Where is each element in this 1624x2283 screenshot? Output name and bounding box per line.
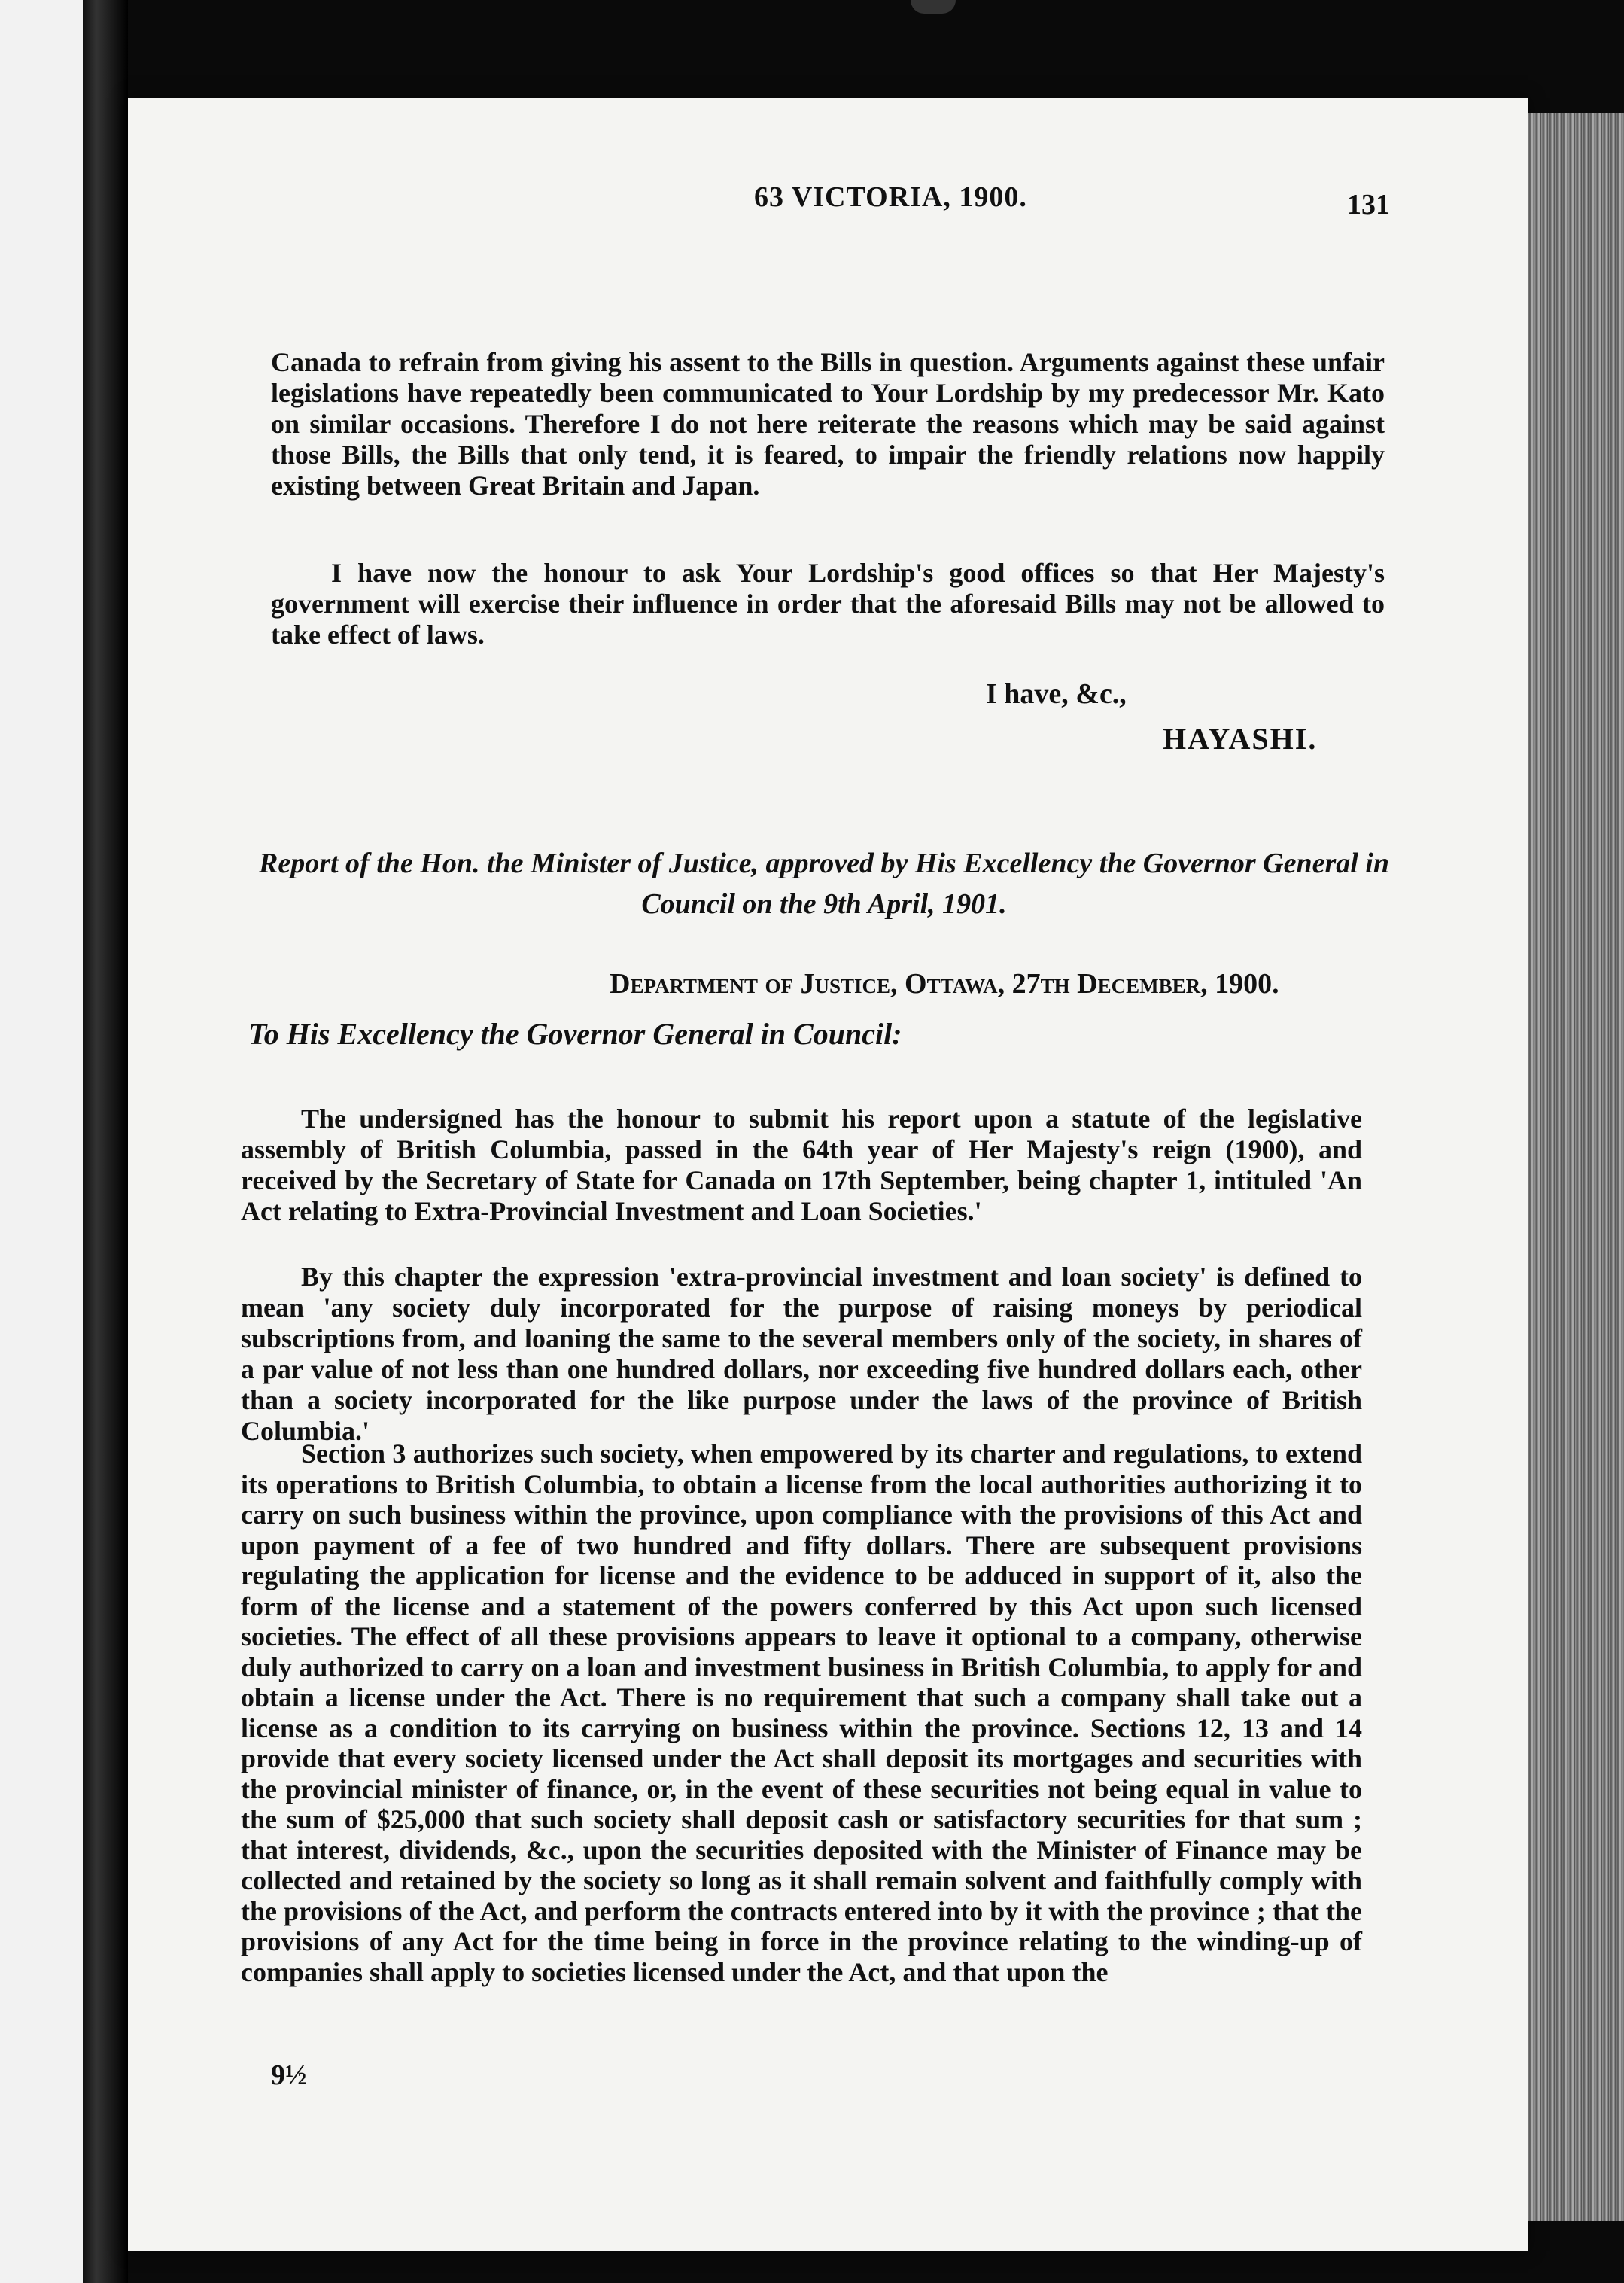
letter-closing: I have, &c., (986, 678, 1127, 710)
signature-folio: 9½ (271, 2059, 307, 2091)
running-head: 63 VICTORIA, 1900. (754, 181, 1027, 213)
book-binding (83, 0, 128, 2283)
scan-artifact (911, 0, 956, 14)
letter-paragraph-2: I have now the honour to ask Your Lordship's good offices so that Her Majesty's government will exercise their influence in order that the aforesaid Bills may not be allowed to take effect of laws. (271, 558, 1385, 650)
report-paragraph-3: Section 3 authorizes such society, when empowered by its charter and regulations, to extend its operations to British Columbia, to obtain a license from the local authorities authorizing it to carry on such business within the province, upon compliance with the provisions of this Act and upon payment of a fee of two hundred and fifty dollars. There are subsequent provisions regulating the application for license and the evidence to be adduced in support of it, also the form of the license and a statement of the powers conferred by this Act upon such licensed societies. The effect of all these provisions appears to leave it optional to a company, otherwise duly authorized to carry on a loan and investment business in British Columbia, to apply for and obtain a license under the Act. There is no requirement that such a company shall take out a license as a condition to its carrying on business within the province. Sections 12, 13 and 14 provide that every society licensed under the Act shall deposit its mortgages and securities with the provincial minister of finance, or, in the event of these securities not being equal in value to the sum of $25,000 that such society shall deposit cash or satisfactory securities for that sum ; that interest, dividends, &c., upon the securities deposited with the Minister of Finance may be collected and retained by the society so long as it shall remain solvent and faithfully comply with the provisions of the Act, and perform the contracts entered into by it with the province ; that the provisions of any Act for the time being in force in the province relating to the winding-up of companies shall apply to societies licensed under the Act, and that upon the (241, 1438, 1362, 1987)
page-number: 131 (1347, 189, 1390, 221)
report-addressee: To His Excellency the Governor General in Council: (248, 1017, 902, 1051)
facing-page-edge (0, 0, 83, 2283)
letter-paragraph-1: Canada to refrain from giving his assent to the Bills in question. Arguments against these unfair legislations have repeatedly been communicated to Your Lordship by my predecessor Mr. Kato on similar occasions. Therefore I do not here reiterate the reasons which may be said against those Bills, the Bills that only tend, it is feared, to impair the friendly relations now happily existing between Great Britain and Japan. (271, 347, 1385, 501)
department-dateline: Department of Justice, Ottawa, 27th December, 1900. (610, 968, 1279, 1000)
letter-signature: HAYASHI. (1163, 722, 1318, 756)
report-paragraph-2: By this chapter the expression 'extra-provincial investment and loan society' is defined to mean 'any society duly incorporated for the purpose of raising moneys by periodical subscriptions from, and loaning the same to the several members only of the society, in shares of a par value of not less than one hundred dollars, nor exceeding five hundred dollars each, other than a society incorporated for the like purpose under the laws of the province of British Columbia.' (241, 1262, 1362, 1446)
page-stack-edges (1528, 113, 1624, 2221)
report-title: Report of the Hon. the Minister of Justice, approved by His Excellency the Governor General in Council on the 9th April, 1901. (259, 848, 1389, 920)
report-paragraph-1: The undersigned has the honour to submit his report upon a statute of the legislative assembly of British Columbia, passed in the 64th year of Her Majesty's reign (1900), and received by the Secretary of State for Canada on 17th September, being chapter 1, intituled 'An Act relating to Extra-Provincial Investment and Loan Societies.' (241, 1103, 1362, 1226)
